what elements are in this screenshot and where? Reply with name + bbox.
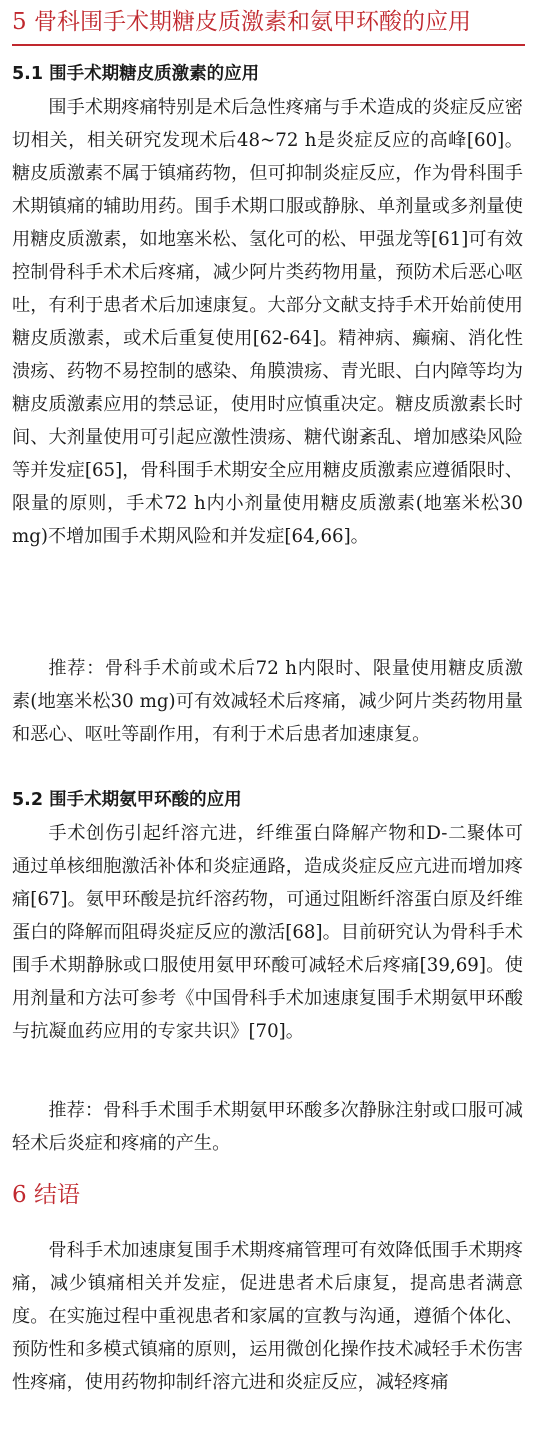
section-6-body: 骨科手术加速康复围手术期疼痛管理可有效降低围手术期疼痛，减少镇痛相关并发症，促进患者术后康复，提高患者满意度。在实施过程中重视患者和家属的宣教与沟通，遵循个体化、预防性和多模式镇痛的原则，运用微创化操作技术减轻手术伤害性疼痛，使用药物抑制纤溶亢进和炎症反应，减轻疼痛 (12, 1240, 523, 1393)
subsection-5-2-heading: 5.2 围手术期氨甲环酸的应用 (12, 790, 242, 810)
subsection-5-1-body: 围手术期疼痛特别是术后急性疼痛与手术造成的炎症反应密切相关，相关研究发现术后48~72 h是炎症反应的高峰[60]。糖皮质激素不属于镇痛药物，但可抑制炎症反应，作为骨科围手术期镇痛的辅助用药。围手术期口服或静脉、单剂量或多剂量使用糖皮质激素，如地塞米松、氢化可的松、甲强龙等[61]可有效控制骨科手术术后疼痛，减少阿片类药物用量，预防术后恶心呕吐，有利于患者术后加速康复。大部分文献支持手术开始前使用糖皮质激素，或术后重复使用[62-64]。精神病、癫痫、消化性溃疡、药物不易控制的感染、角膜溃疡、青光眼、白内障等均为糖皮质激素应用的禁忌证，使用时应慎重决定。糖皮质激素长时间、大剂量使用可引起应激性溃疡、糖代谢紊乱、增加感染风险等并发症[65]，骨科围手术期安全应用糖皮质激素应遵循限时、限量的原则，手术72 h内小剂量使用糖皮质激素(地塞米松30 mg)不增加围手术期风险和并发症[64,66]。 (12, 97, 523, 547)
section-6-heading: 6 结语 (12, 1182, 80, 1208)
subsection-5-2-recommendation: 推荐：骨科手术围手术期氨甲环酸多次静脉注射或口服可减轻术后炎症和疼痛的产生。 (12, 1100, 523, 1154)
subsection-5-2-body: 手术创伤引起纤溶亢进，纤维蛋白降解产物和D-二聚体可通过单核细胞激活补体和炎症通路，造成炎症反应亢进而增加疼痛[67]。氨甲环酸是抗纤溶药物，可通过阻断纤溶蛋白原及纤维蛋白的降解而阻碍炎症反应的激活[68]。目前研究认为骨科手术围手术期静脉或口服使用氨甲环酸可减轻术后疼痛[39,69]。使用剂量和方法可参考《中国骨科手术加速康复围手术期氨甲环酸与抗凝血药应用的专家共识》[70]。 (12, 823, 523, 1042)
section-5-heading: 5 骨科围手术期糖皮质激素和氨甲环酸的应用 (12, 6, 525, 46)
subsection-5-1-heading: 5.1 围手术期糖皮质激素的应用 (12, 64, 260, 84)
subsection-5-1-recommendation: 推荐：骨科手术前或术后72 h内限时、限量使用糖皮质激素(地塞米松30 mg)可有效减轻术后疼痛，减少阿片类药物用量和恶心、呕吐等副作用，有利于术后患者加速康复。 (12, 658, 523, 745)
